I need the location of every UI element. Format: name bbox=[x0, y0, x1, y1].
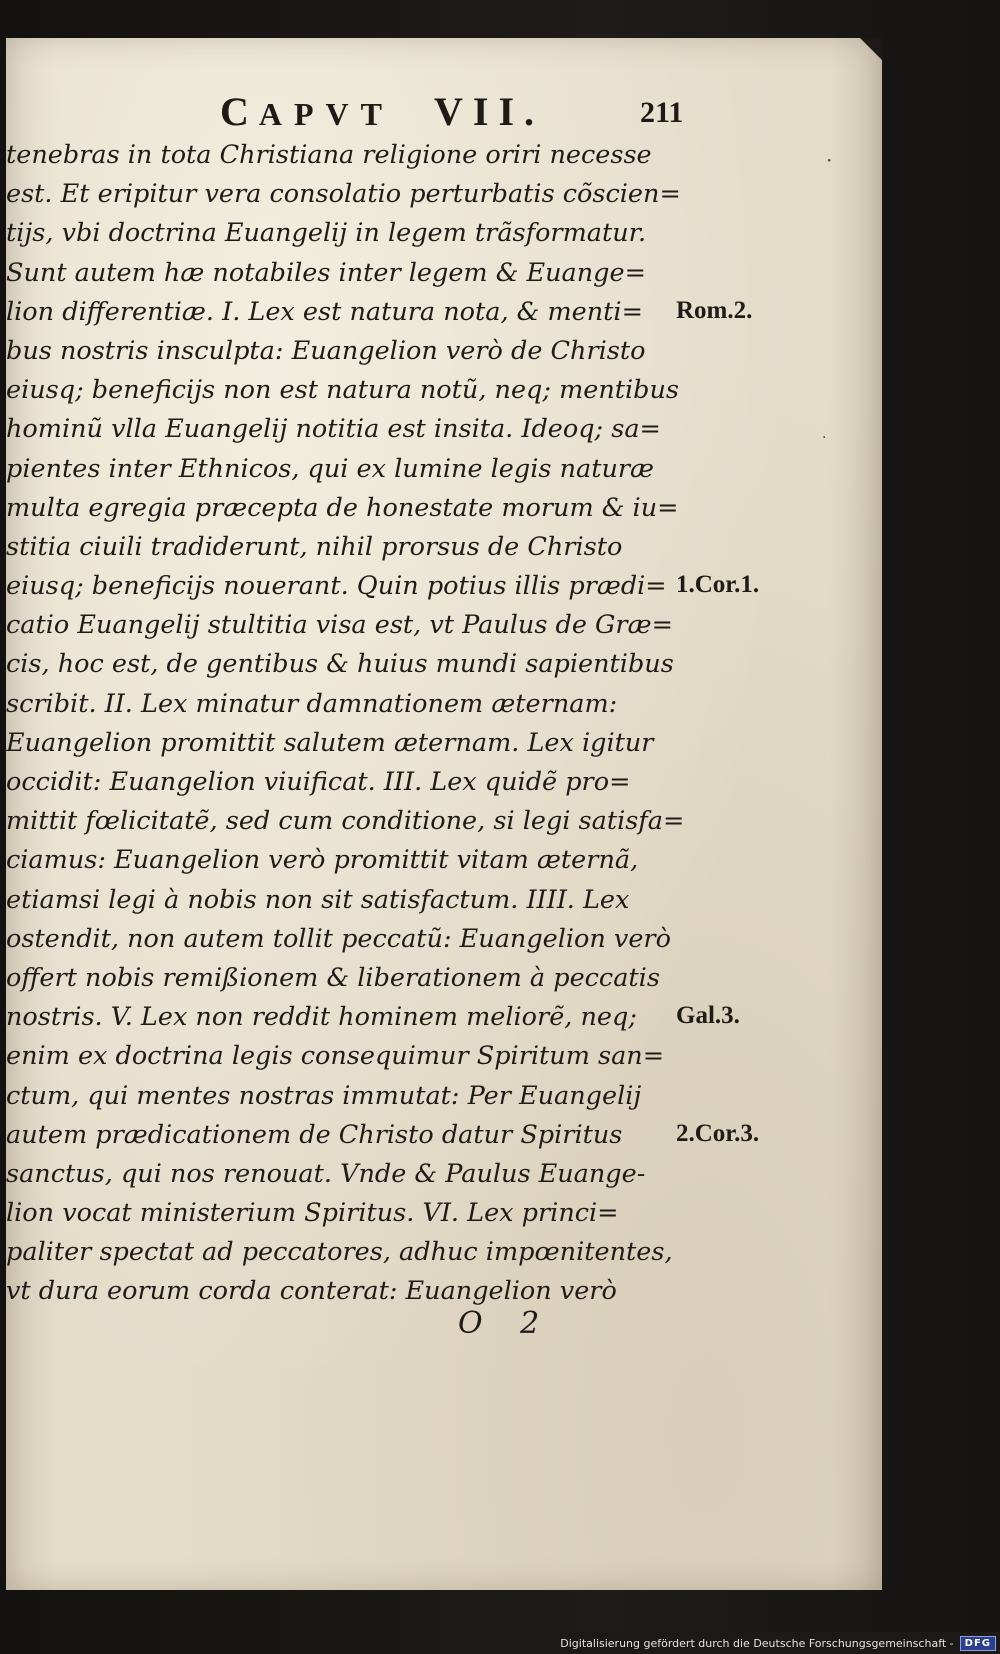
text-line: lion differentiæ. I. Lex est natura nota, & menti= bbox=[6, 296, 643, 327]
text-line: catio Euangelij stultitia visa est, vt Paulus de Græ= bbox=[6, 610, 673, 641]
text-line: paliter spectat ad peccatores, adhuc impœnitentes, bbox=[6, 1237, 673, 1268]
text-line: enim ex doctrina legis consequimur Spiritum san= bbox=[6, 1041, 665, 1072]
text-line: eiusq; beneficijs nouerant. Quin potius illis prædi= bbox=[6, 571, 667, 602]
running-head-word: APVT bbox=[258, 96, 394, 132]
body-text-block bbox=[6, 136, 685, 1312]
text-line: Sunt autem hæ notabiles inter legem & Euange= bbox=[6, 257, 646, 288]
text-line: Euangelion promittit salutem æternam. Lex igitur bbox=[6, 727, 654, 758]
text-line: etiamsi legi à nobis non sit satisfactum. IIII. Lex bbox=[6, 884, 630, 915]
digitization-credit-bar bbox=[552, 1632, 1000, 1654]
text-line: vt dura eorum corda conterat: Euangelion verò bbox=[6, 1276, 617, 1307]
margin-note: 1.Cor.1. bbox=[676, 571, 760, 599]
text-line: occidit: Euangelion viuificat. III. Lex quidẽ pro= bbox=[6, 767, 631, 797]
text-line: autem prædicationem de Christo datur Spiritus bbox=[6, 1119, 623, 1150]
text-line: offert nobis remißionem & liberationem à peccatis bbox=[6, 962, 660, 993]
text-line: est. Et eripitur vera consolatio perturbatis cõscien= bbox=[6, 179, 681, 210]
ink-speck: · bbox=[826, 148, 833, 172]
text-line: stitia ciuili tradiderunt, nihil prorsus de Christo bbox=[6, 531, 623, 562]
text-line: ciamus: Euangelion verò promittit vitam æternã, bbox=[6, 845, 639, 876]
text-line: pientes inter Ethnicos, qui ex lumine legis naturæ bbox=[6, 453, 655, 484]
text-line: tijs, vbi doctrina Euangelij in legem trãsformatur. bbox=[6, 218, 647, 249]
text-line: bus nostris insculpta: Euangelion verò de Christo bbox=[6, 335, 646, 366]
running-head-chapter-numeral: VII. bbox=[434, 89, 545, 134]
signature-mark: O 2 bbox=[458, 1306, 554, 1341]
text-line: cis, hoc est, de gentibus & huius mundi sapientibus bbox=[6, 649, 674, 680]
page-corner-fold bbox=[860, 38, 882, 60]
margin-note: Gal.3. bbox=[676, 1002, 740, 1030]
text-line: hominũ vlla Euangelij notitia est insita. Ideoq; sa= bbox=[6, 414, 661, 445]
margin-note: Rom.2. bbox=[676, 296, 753, 324]
ink-speck: · bbox=[822, 430, 827, 446]
text-line: lion vocat ministerium Spiritus. VI. Lex princi= bbox=[6, 1198, 619, 1229]
dfg-logo[interactable]: DFG bbox=[960, 1636, 996, 1651]
text-line: multa egregia præcepta de honestate morum & iu= bbox=[6, 492, 679, 523]
text-line: ostendit, non autem tollit peccatũ: Euangelion verò bbox=[6, 923, 671, 954]
running-head-initial: C bbox=[220, 89, 259, 134]
digitization-credit-text: Digitalisierung gefördert durch die Deutsche Forschungsgemeinschaft - bbox=[560, 1636, 954, 1650]
running-head bbox=[220, 88, 544, 135]
text-line: mittit fœlicitatẽ, sed cum conditione, si legi satisfa= bbox=[6, 806, 685, 837]
margin-note: 2.Cor.3. bbox=[676, 1120, 760, 1147]
text-line: tenebras in tota Christiana religione oriri necesse bbox=[6, 140, 652, 170]
text-line: sanctus, qui nos renouat. Vnde & Paulus Euange- bbox=[6, 1158, 646, 1189]
text-line: scribit. II. Lex minatur damnationem æternam: bbox=[6, 688, 618, 719]
text-line: eiusq; beneficijs non est natura notũ, neq; mentibus bbox=[6, 375, 679, 406]
page-number: 211 bbox=[640, 96, 684, 129]
text-line: nostris. V. Lex non reddit hominem meliorẽ, neq; bbox=[6, 1002, 637, 1033]
text-line: ctum, qui mentes nostras immutat: Per Euangelij bbox=[6, 1080, 642, 1111]
